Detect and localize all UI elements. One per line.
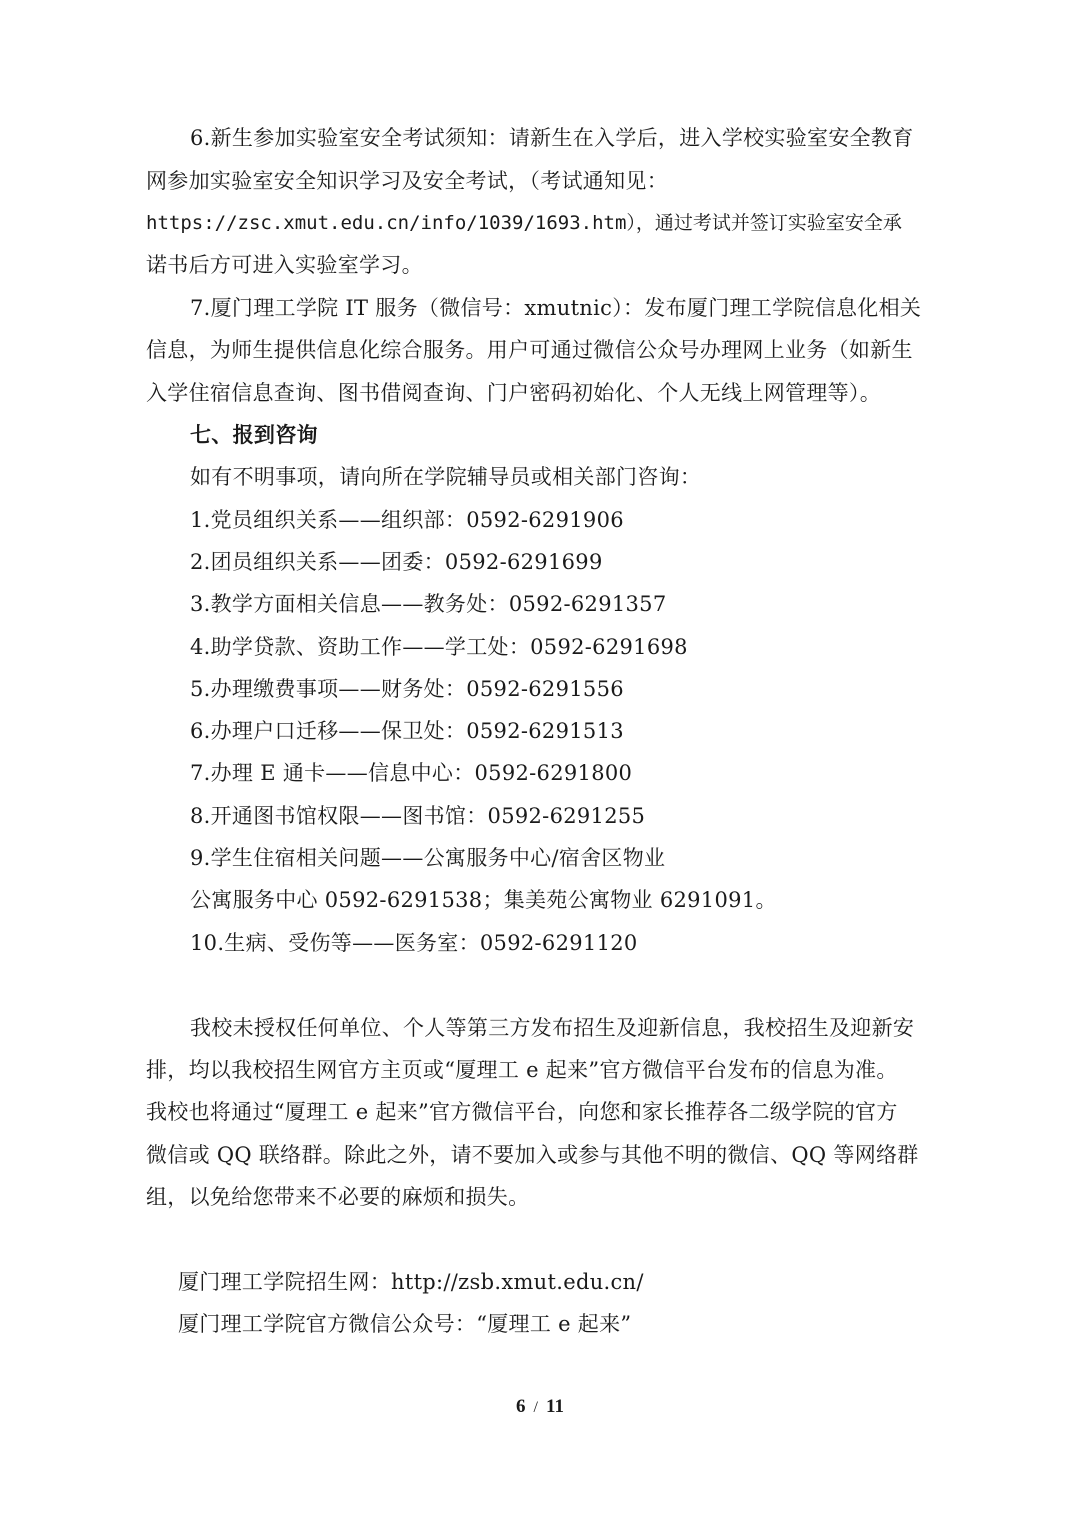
- contact-item: 1.党员组织关系——组织部：0592-6291906: [190, 508, 624, 532]
- section-heading-consultation: 七、报到咨询: [190, 422, 318, 447]
- current-page-number: 6: [516, 1396, 526, 1417]
- notice-line-5: 组，以免给您带来不必要的麻烦和损失。: [146, 1185, 530, 1209]
- contact-item: 3.教学方面相关信息——教务处：0592-6291357: [190, 592, 667, 616]
- page-separator: /: [533, 1399, 538, 1416]
- page-number: [0, 1394, 1080, 1421]
- item7-line-2: 信息，为师生提供信息化综合服务。用户可通过微信公众号办理网上业务（如新生: [146, 338, 913, 362]
- contact-item: 10.生病、受伤等——医务室：0592-6291120: [190, 931, 638, 955]
- notice-line-3: 我校也将通过“厦理工 e 起来”官方微信平台，向您和家长推荐各二级学院的官方: [146, 1100, 898, 1124]
- contact-item: 9.学生住宿相关问题——公寓服务中心/宿舍区物业: [190, 846, 666, 870]
- wechat-account-text: 厦门理工学院官方微信公众号：“厦理工 e 起来”: [178, 1312, 632, 1336]
- item6-line-2: 网参加实验室安全知识学习及安全考试，（考试通知见：: [146, 169, 668, 193]
- notice-line-2: 排，均以我校招生网官方主页或“厦理工 e 起来”官方微信平台发布的信息为准。: [146, 1058, 898, 1082]
- item6-line-1: 6.新生参加实验室安全考试须知：请新生在入学后，进入学校实验室安全教育: [190, 126, 914, 150]
- item6-line-4: 诺书后方可进入实验室学习。: [146, 253, 423, 277]
- contact-item: 公寓服务中心 0592-6291538；集美苑公寓物业 6291091。: [190, 888, 777, 912]
- contact-item: 6.办理户口迁移——保卫处：0592-6291513: [190, 719, 624, 743]
- item7-line-3: 入学住宿信息查询、图书借阅查询、门户密码初始化、个人无线上网管理等）。: [146, 381, 881, 405]
- item6-line-3-url: https://zsc.xmut.edu.cn/info/1039/1693.htm），通过考试并签订实验室安全承: [146, 212, 902, 234]
- contact-item: 5.办理缴费事项——财务处：0592-6291556: [190, 677, 624, 701]
- admissions-site-link[interactable]: 厦门理工学院招生网：http://zsb.xmut.edu.cn/: [178, 1270, 644, 1294]
- contact-item: 8.开通图书馆权限——图书馆：0592-6291255: [190, 804, 646, 828]
- consultation-intro: 如有不明事项，请向所在学院辅导员或相关部门咨询：: [190, 465, 702, 489]
- notice-line-1: 我校未授权任何单位、个人等第三方发布招生及迎新信息，我校招生及迎新安: [190, 1016, 915, 1040]
- notice-line-4: 微信或 QQ 联络群。除此之外，请不要加入或参与其他不明的微信、QQ 等网络群: [146, 1143, 919, 1167]
- item7-line-1: 7.厦门理工学院 IT 服务（微信号：xmutnic）：发布厦门理工学院信息化相关: [190, 296, 922, 320]
- contact-item: 7.办理 E 通卡——信息中心：0592-6291800: [190, 761, 633, 785]
- contact-item: 2.团员组织关系——团委：0592-6291699: [190, 550, 603, 574]
- contact-item: 4.助学贷款、资助工作——学工处：0592-6291698: [190, 635, 688, 659]
- total-pages-number: 11: [546, 1396, 564, 1417]
